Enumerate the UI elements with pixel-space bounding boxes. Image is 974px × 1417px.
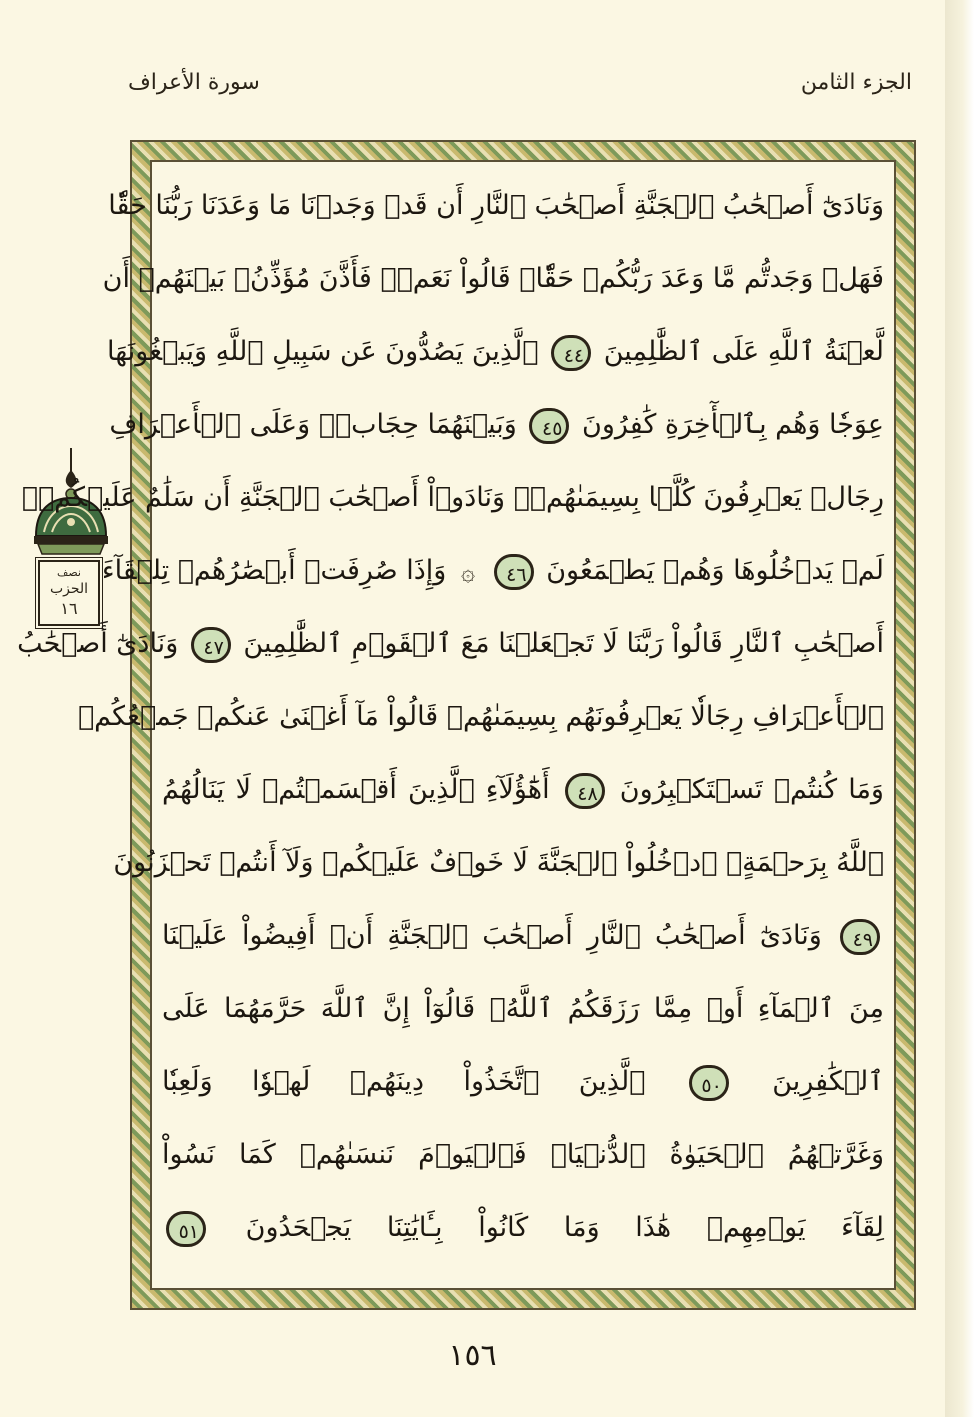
ayah-number-marker: ٤٤: [551, 335, 591, 371]
verse-line: [162, 1052, 884, 1112]
verse-text: لِقَآءَ يَوۡمِهِمۡ هَٰذَا وَمَا كَانُواْ بِـَٔايَٰتِنَا يَجۡحَدُونَ: [245, 1212, 884, 1243]
verse-text: عِوَجٗا وَهُم بِٱلۡأٓخِرَةِ كَٰفِرُونَ: [582, 409, 884, 440]
verse-text: أَهَٰٓؤُلَآءِ ٱلَّذِينَ أَقۡسَمۡتُمۡ لَا يَنَالُهُمُ: [162, 774, 550, 805]
ayah-number-marker: ٤٥: [529, 408, 569, 444]
verse-line: [77, 687, 884, 747]
verse-text: لَمۡ يَدۡخُلُوهَا وَهُمۡ يَطۡمَعُونَ: [546, 555, 884, 586]
verse-line: [109, 395, 884, 455]
verse-line: [17, 614, 884, 674]
verse-line: [162, 979, 884, 1039]
verse-line: [162, 1125, 884, 1185]
juz-header: الجزء الثامن: [800, 70, 912, 95]
verse-text: لَّعۡنَةُ ٱللَّهِ عَلَى ٱلظَّٰلِمِينَ: [603, 336, 884, 367]
verse-text: مِنَ ٱلۡمَآءِ أَوۡ مِمَّا رَزَقَكُمُ ٱللَّهُۚ قَالُوٓاْ إِنَّ ٱللَّهَ حَرَّمَهُمَا عَلَى: [162, 993, 884, 1024]
verse-text: ٱلَّذِينَ ٱتَّخَذُواْ دِينَهُمۡ لَهۡوٗا وَلَعِبٗا: [162, 1066, 646, 1097]
verse-line: [113, 833, 884, 893]
surah-header: سورة الأعراف: [128, 70, 260, 95]
verse-text: وَنَادَىٰٓ أَصۡحَٰبُ ٱلنَّارِ أَصۡحَٰبَ ٱلۡجَنَّةِ أَنۡ أَفِيضُواْ عَلَيۡنَا: [162, 920, 822, 951]
ayah-number-marker: ٤٩: [840, 919, 880, 955]
hizb-label: نصف: [57, 566, 81, 579]
verse-line: [107, 322, 884, 382]
verse-text: وَإِذَا صُرِفَتۡ أَبۡصَٰرُهُمۡ تِلۡقَآءَ: [101, 555, 447, 586]
verse-text: أَصۡحَٰبِ ٱلنَّارِ قَالُواْ رَبَّنَا لَا تَجۡعَلۡنَا مَعَ ٱلۡقَوۡمِ ٱلظَّٰلِمِينَ: [243, 628, 884, 659]
hizb-word: الحزب: [49, 581, 89, 597]
page-edge-shadow: [945, 0, 974, 1417]
page-number: ١٥٦: [448, 1338, 497, 1373]
verse-text: ٱللَّهُ بِرَحۡمَةٍۚ ٱدۡخُلُواْ ٱلۡجَنَّةَ لَا خَوۡفٌ عَلَيۡكُمۡ وَلَآ أَنتُمۡ تَحۡزَنُونَ: [113, 847, 884, 878]
verse-text: وَنَادَىٰٓ أَصۡحَٰبُ: [17, 628, 179, 659]
verse-text: ٱلۡأَعۡرَافِ رِجَالٗا يَعۡرِفُونَهُم بِسِيمَىٰهُمۡ قَالُواْ مَآ أَغۡنَىٰ عَنكُمۡ جَمۡعُكُمۡ: [77, 701, 884, 732]
verse-line: [162, 906, 884, 966]
hizb-number: ١٦: [60, 599, 78, 618]
verse-text: وَغَرَّتۡهُمُ ٱلۡحَيَوٰةُ ٱلدُّنۡيَاۚ فَٱلۡيَوۡمَ نَنسَىٰهُمۡ كَمَا نَسُواْ: [162, 1139, 884, 1170]
verse-text: وَمَا كُنتُمۡ تَسۡتَكۡبِرُونَ: [619, 774, 884, 805]
rub-el-hizb-icon: ۞: [460, 557, 475, 586]
ayah-number-marker: ٥٠: [689, 1065, 729, 1101]
verse-line: [21, 468, 884, 528]
ayah-number-marker: ٤٨: [565, 773, 605, 809]
verse-line: [101, 541, 884, 601]
verse-text: رِجَالٞ يَعۡرِفُونَ كُلَّۢا بِسِيمَىٰهُمۡۚ وَنَادَوۡاْ أَصۡحَٰبَ ٱلۡجَنَّةِ أَن سَلَٰمٌ عَلَيۡكُمۡۚ: [21, 482, 884, 513]
verse-text: وَبَيۡنَهُمَا حِجَابٞۚ وَعَلَى ٱلۡأَعۡرَافِ: [109, 409, 517, 440]
verse-line: [108, 176, 884, 236]
verse-text: وَنَادَىٰٓ أَصۡحَٰبُ ٱلۡجَنَّةِ أَصۡحَٰبَ ٱلنَّارِ أَن قَدۡ وَجَدۡنَا مَا وَعَدَنَا رَبُّنَا حَقّٗا: [108, 190, 884, 221]
verse-text: ٱلۡكَٰفِرِينَ: [772, 1066, 884, 1097]
ayah-number-marker: ٤٦: [494, 554, 534, 590]
ayah-number-marker: ٤٧: [191, 627, 231, 663]
verse-line: [162, 760, 884, 820]
verse-line: [102, 249, 884, 309]
verse-text: ٱلَّذِينَ يَصُدُّونَ عَن سَبِيلِ ٱللَّهِ وَيَبۡغُونَهَا: [107, 336, 539, 367]
verse-text: فَهَلۡ وَجَدتُّم مَّا وَعَدَ رَبُّكُمۡ حَقّٗاۖ قَالُواْ نَعَمۡۚ فَأَذَّنَ مُؤَذِّنُۢ بَيۡنَهُمۡ أَن: [102, 263, 884, 294]
ayah-number-marker: ٥١: [166, 1211, 206, 1247]
verse-line: [162, 1198, 884, 1258]
